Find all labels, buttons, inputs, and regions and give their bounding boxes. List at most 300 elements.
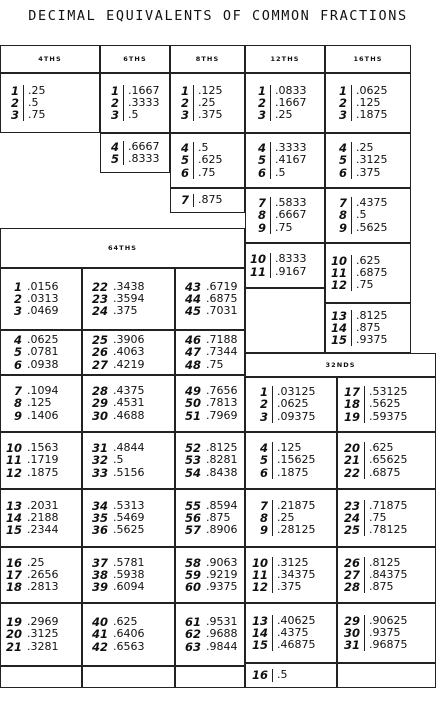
decimal-value: .6719 [206,279,238,293]
fraction-group [181,442,238,479]
decimal-value: .5833 [275,196,307,210]
decimal-value: .375 [277,580,302,594]
column-divider [272,500,273,537]
decimal-value: .0625 [27,333,59,347]
fraction-numerator: 4 [13,333,22,348]
column-divider [364,500,365,537]
fraction-numerator: 3 [110,108,119,123]
fraction-numerator: 26 [91,345,108,360]
fraction-group [105,85,160,122]
block-16ths-2 [325,133,411,188]
column-divider [123,85,124,122]
fraction-numerator: 1 [110,83,119,98]
fraction-numerator: 56 [184,510,201,525]
fraction-group [6,557,59,594]
decimal-value: .9219 [206,567,238,581]
fraction-numerator: 5 [338,153,347,168]
header-64ths: 64THS [0,228,245,268]
fraction-numerator: 32 [91,453,108,468]
fraction-numerator: 49 [184,384,201,399]
fraction-group [175,85,223,122]
decimal-value: .6667 [128,139,160,153]
block-32nds [245,489,337,547]
fraction-group [6,385,59,422]
block-64ths [175,432,245,489]
decimal-value: .9844 [206,639,238,653]
decimal-value: .9167 [275,264,307,278]
fraction-numerator: 15 [6,523,23,538]
block-32nds [337,489,436,547]
fraction-numerator: 4 [110,139,119,154]
block-12ths-2 [245,133,325,188]
fraction-numerator: 17 [343,385,360,400]
decimal-value: .6875 [206,291,238,305]
fraction-group [88,385,145,422]
decimal-value: .5625 [356,220,388,234]
decimal-value: .3594 [113,291,145,305]
fraction-numerator: 3 [180,108,189,123]
block-8ths-1 [170,73,245,133]
column-divider [272,669,273,681]
fraction-numerator: 13 [6,498,23,513]
fraction-numerator: 41 [91,627,108,642]
fraction-group [250,669,288,681]
fraction-group [250,85,307,122]
decimal-value: .7656 [206,384,238,398]
fraction-numerator: 31 [343,638,360,653]
column-divider [364,557,365,594]
header-12ths: 12THS [245,45,325,73]
fraction-group [342,557,408,594]
fraction-group [105,141,160,166]
fraction-numerator: 52 [184,441,201,456]
fraction-numerator: 14 [251,625,268,640]
fraction-numerator: 10 [251,555,268,570]
block-64ths [0,375,82,432]
fraction-numerator: 51 [184,408,201,423]
decimal-value: .7031 [206,304,238,318]
decimal-value: .34375 [277,567,316,581]
fraction-group [342,500,408,537]
column-divider [270,142,271,179]
decimal-value: .625 [198,153,223,167]
decimal-value: .4688 [113,408,145,422]
column-divider [351,85,352,122]
fraction-numerator: 5 [13,345,22,360]
fraction-numerator: 12 [251,580,268,595]
decimal-value: .84375 [369,567,408,581]
block-64ths [82,603,175,666]
fraction-numerator: 10 [6,441,23,456]
decimal-value: .875 [369,580,394,594]
decimal-value: .03125 [277,385,316,399]
block-16ths-4 [325,243,411,303]
decimal-value: .4167 [275,153,307,167]
fraction-group [5,85,46,122]
fraction-numerator: 45 [184,304,201,319]
block-64ths [175,547,245,603]
fraction-group [342,442,408,479]
fraction-numerator: 3 [259,409,268,424]
fraction-numerator: 19 [343,409,360,424]
header-32nds: 32NDS [245,353,436,377]
fraction-numerator: 61 [184,615,201,630]
column-divider [272,386,273,423]
block-16ths-1 [325,73,411,133]
block-64ths [82,268,175,330]
block-32nds [337,432,436,489]
fraction-numerator: 20 [343,441,360,456]
fraction-group [329,142,388,179]
fraction-numerator: 42 [91,639,108,654]
fraction-numerator: 6 [180,165,189,180]
column-divider [351,197,352,234]
decimal-value: .8906 [206,523,238,537]
fraction-numerator: 6 [257,165,266,180]
fraction-numerator: 4 [180,141,189,156]
decimal-value: .9375 [356,333,388,347]
decimal-value: .4375 [356,196,388,210]
fraction-numerator: 55 [184,498,201,513]
decimal-value: .3438 [113,279,145,293]
block-12ths-3 [245,188,325,243]
decimal-value: .2031 [27,498,59,512]
decimal-value: .9688 [206,627,238,641]
block-64ths [175,603,245,666]
fraction-group [250,253,307,278]
fraction-group [88,334,145,371]
empty-cell [0,666,82,688]
header-16ths: 16THS [325,45,411,73]
fraction-numerator: 2 [180,95,189,110]
decimal-value: .2344 [27,523,59,537]
decimal-value: .875 [356,320,381,334]
fraction-numerator: 59 [184,567,201,582]
fraction-group [6,616,59,653]
fraction-numerator: 3 [13,304,22,319]
decimal-value: .0625 [277,397,309,411]
decimal-value: .8125 [356,308,388,322]
decimal-value: .0833 [275,83,307,97]
fraction-group [88,500,145,537]
decimal-value: .7344 [206,345,238,359]
fraction-numerator: 9 [338,220,347,235]
column-divider [270,253,271,278]
decimal-value: .46875 [277,638,316,652]
fraction-numerator: 10 [330,253,347,268]
block-6ths-2 [100,133,170,173]
decimal-value: .9531 [206,615,238,629]
decimal-value: .28125 [277,523,316,537]
block-64ths [175,375,245,432]
decimal-value: .75 [275,220,293,234]
fraction-numerator: 1 [259,385,268,400]
fraction-numerator: 24 [91,304,108,319]
fraction-group [88,281,145,318]
decimal-value: .125 [277,441,302,455]
fraction-group [6,334,59,371]
fraction-numerator: 3 [338,108,347,123]
block-16ths-5 [325,303,411,353]
fraction-numerator: 30 [91,408,108,423]
decimal-value: .75 [28,108,46,122]
fraction-numerator: 21 [6,639,23,654]
decimal-value: .7188 [206,333,238,347]
fraction-numerator: 5 [257,153,266,168]
decimal-value: .4844 [113,441,145,455]
fraction-numerator: 23 [343,498,360,513]
block-64ths [175,489,245,547]
column-divider [272,615,273,652]
decimal-value: .6875 [369,465,401,479]
fraction-group [342,386,408,423]
decimal-value: .9375 [206,580,238,594]
fraction-group [250,197,307,234]
fraction-numerator: 5 [180,153,189,168]
decimal-value: .125 [198,83,223,97]
decimal-value: .7969 [206,408,238,422]
column-divider [193,142,194,179]
decimal-value: .9375 [369,625,401,639]
fraction-numerator: 14 [6,510,23,525]
block-32nds-16 [245,663,337,688]
fraction-numerator: 18 [343,397,360,412]
block-64ths [82,489,175,547]
decimal-value: .71875 [369,498,408,512]
decimal-value: .5 [275,165,286,179]
decimal-value: .6406 [113,627,145,641]
decimal-value: .6094 [113,580,145,594]
fraction-numerator: 11 [6,453,23,468]
block-32nds [337,603,436,663]
fraction-numerator: 8 [259,510,268,525]
fraction-numerator: 15 [251,638,268,653]
fraction-numerator: 8 [338,208,347,223]
column-divider [270,197,271,234]
decimal-value: .1094 [27,384,59,398]
empty-cell [337,663,436,688]
fraction-numerator: 22 [343,465,360,480]
fraction-numerator: 16 [251,668,268,683]
fraction-numerator: 11 [250,264,267,279]
fraction-numerator: 46 [184,333,201,348]
fraction-numerator: 29 [343,613,360,628]
fraction-numerator: 12 [330,278,347,293]
fraction-numerator: 1 [338,83,347,98]
fraction-numerator: 54 [184,465,201,480]
fraction-group [250,142,307,179]
column-divider [351,255,352,292]
decimal-value: .75 [369,510,387,524]
block-12ths-1 [245,73,325,133]
block-32nds [245,377,337,432]
decimal-value: .4375 [113,384,145,398]
fraction-group [175,142,223,179]
decimal-value: .25 [275,108,293,122]
fraction-numerator: 24 [343,510,360,525]
fraction-numerator: 1 [13,279,22,294]
fraction-numerator: 29 [91,396,108,411]
block-6ths-1 [100,73,170,133]
fraction-numerator: 12 [6,465,23,480]
decimal-value: .5 [113,453,124,467]
fraction-numerator: 6 [259,465,268,480]
fraction-numerator: 13 [330,308,347,323]
fraction-numerator: 13 [251,613,268,628]
fraction-numerator: 22 [91,279,108,294]
decimal-value: .09375 [277,409,316,423]
empty-cell [245,288,325,353]
fraction-group [329,197,388,234]
block-32nds [245,432,337,489]
fraction-numerator: 2 [259,397,268,412]
decimal-value: .5781 [113,555,145,569]
block-64ths [0,547,82,603]
fraction-numerator: 60 [184,580,201,595]
column-divider [351,310,352,347]
fraction-numerator: 2 [10,95,19,110]
fraction-numerator: 18 [6,580,23,595]
decimal-value: .625 [356,253,381,267]
decimal-value: .1875 [356,108,388,122]
column-divider [23,85,24,122]
fraction-numerator: 26 [343,555,360,570]
fraction-numerator: 7 [259,498,268,513]
fraction-numerator: 27 [91,357,108,372]
block-64ths [82,432,175,489]
fraction-numerator: 35 [91,510,108,525]
fraction-numerator: 1 [180,83,189,98]
decimal-value: .375 [113,304,138,318]
fraction-numerator: 25 [343,523,360,538]
decimal-value: .8333 [128,152,160,165]
decimal-value: .3281 [27,639,59,653]
block-64ths [82,547,175,603]
fraction-group [181,334,238,371]
fraction-numerator: 10 [250,252,267,267]
block-64ths [0,489,82,547]
decimal-value: .25 [277,510,295,524]
fraction-numerator: 2 [338,95,347,110]
block-64ths [82,330,175,375]
decimal-value: .0469 [27,304,59,318]
decimal-value: .5 [198,141,209,155]
fraction-numerator: 4 [257,141,266,156]
fraction-group [175,194,223,206]
decimal-value: .5625 [369,397,401,411]
decimal-value: .2969 [27,615,59,629]
fraction-numerator: 43 [184,279,201,294]
decimal-value: .2656 [27,567,59,581]
column-divider [364,442,365,479]
decimal-value: .3906 [113,333,145,347]
fraction-group [329,255,388,292]
column-divider [272,442,273,479]
fraction-group [250,442,316,479]
page-title: DECIMAL EQUIVALENTS OF COMMON FRACTIONS [28,8,408,24]
decimal-value: .15625 [277,453,316,467]
fraction-numerator: 28 [343,580,360,595]
fraction-numerator: 9 [257,220,266,235]
decimal-value: .0313 [27,291,59,305]
decimal-value: .1563 [27,441,59,455]
decimal-value: .65625 [369,453,408,467]
fraction-numerator: 58 [184,555,201,570]
decimal-value: .8281 [206,453,238,467]
fraction-group [181,281,238,318]
fraction-group [88,442,145,479]
decimal-value: .5625 [113,523,145,537]
fraction-numerator: 11 [251,567,268,582]
decimal-value: .4531 [113,396,145,410]
decimal-value: .625 [113,615,138,629]
fraction-numerator: 27 [343,567,360,582]
fraction-numerator: 6 [13,357,22,372]
block-16ths-3 [325,188,411,243]
block-64ths [175,268,245,330]
fraction-numerator: 15 [330,333,347,348]
decimal-value: .90625 [369,613,408,627]
fraction-numerator: 1 [257,83,266,98]
column-divider [123,141,124,166]
fraction-numerator: 8 [13,396,22,411]
fraction-numerator: 7 [180,193,189,208]
decimal-value: .21875 [277,498,316,512]
decimal-value: .25 [356,141,374,155]
block-12ths-4 [245,243,325,288]
block-8ths-2 [170,133,245,188]
decimal-value: .40625 [277,613,316,627]
fraction-numerator: 47 [184,345,201,360]
fraction-numerator: 33 [91,465,108,480]
fraction-numerator: 7 [338,196,347,211]
fraction-numerator: 2 [110,95,119,110]
empty-cell [175,666,245,688]
decimal-value: .375 [356,165,381,179]
column-divider [364,386,365,423]
fraction-group [88,616,145,653]
decimal-value: .8125 [206,441,238,455]
decimal-value: .3333 [275,141,307,155]
header-4ths: 4THS [0,45,100,73]
block-8ths-3 [170,188,245,213]
fraction-numerator: 2 [13,291,22,306]
decimal-value: .125 [356,95,381,109]
fraction-numerator: 14 [330,320,347,335]
decimal-value: .3125 [27,627,59,641]
block-64ths [0,603,82,666]
column-divider [351,142,352,179]
fraction-group [181,557,238,594]
fraction-numerator: 40 [91,615,108,630]
column-divider [364,615,365,652]
decimal-value: .0781 [27,345,59,359]
decimal-value: .2813 [27,580,59,594]
decimal-value: .9063 [206,555,238,569]
decimal-value: .25 [28,83,46,97]
decimal-value: .4063 [113,345,145,359]
block-32nds [245,547,337,603]
fraction-group [250,500,316,537]
decimal-value: .1875 [27,465,59,479]
decimal-value: .4375 [277,625,309,639]
fraction-group [6,500,59,537]
decimal-value: .75 [206,357,224,371]
fraction-numerator: 16 [6,555,23,570]
fraction-numerator: 7 [257,196,266,211]
decimal-value: .1667 [275,95,307,109]
block-64ths [0,330,82,375]
